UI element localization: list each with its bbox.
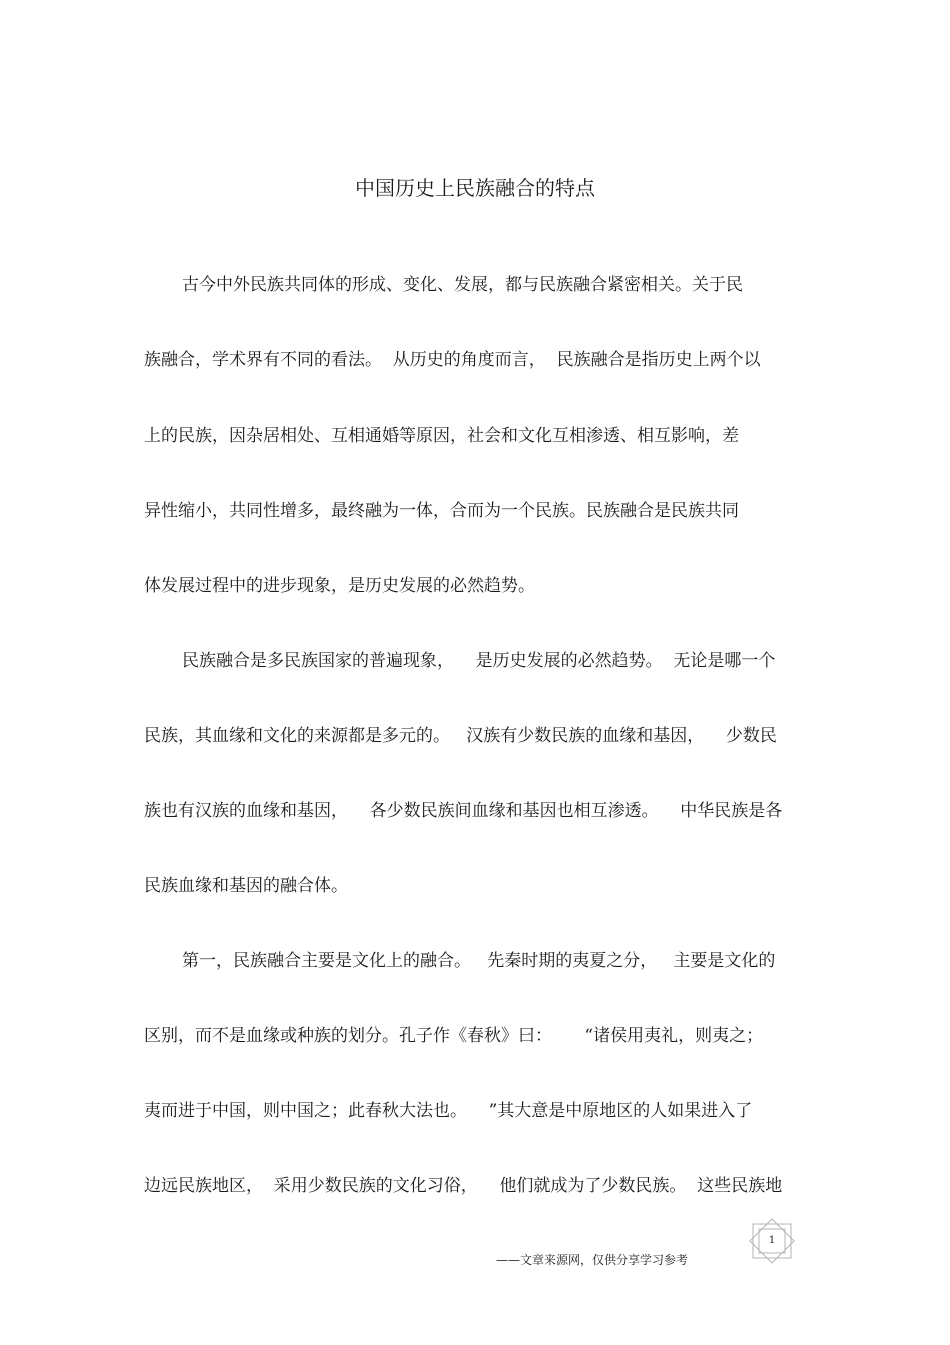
body-line: 民族血缘和基因的融合体。 [144, 876, 348, 896]
page-title: 中国历史上民族融合的特点 [355, 176, 595, 200]
body-line: 民族，其血缘和文化的来源都是多元的。 汉族有少数民族的血缘和基因， 少数民 [144, 726, 777, 746]
body-line: 民族融合是多民族国家的普遍现象， 是历史发展的必然趋势。 无论是哪一个 [182, 651, 776, 671]
body-line: 体发展过程中的进步现象，是历史发展的必然趋势。 [144, 576, 535, 596]
body-line: 夷而进于中国，则中国之；此春秋大法也。 ”其大意是中原地区的人如果进入了 [144, 1101, 753, 1121]
page-number: 1 [768, 1235, 776, 1246]
source-note: ——文章来源网，仅供分享学习参考 [496, 1253, 689, 1267]
body-line: 第一，民族融合主要是文化上的融合。 先秦时期的夷夏之分， 主要是文化的 [182, 951, 776, 971]
body-line: 族也有汉族的血缘和基因， 各少数民族间血缘和基因也相互渗透。 中华民族是各 [144, 801, 783, 821]
body-line: 上的民族，因杂居相处、互相通婚等原因，社会和文化互相渗透、相互影响，差 [144, 426, 739, 446]
body-line: 族融合，学术界有不同的看法。 从历史的角度而言， 民族融合是指历史上两个以 [144, 350, 761, 370]
body-line: 边远民族地区， 采用少数民族的文化习俗， 他们就成为了少数民族。 这些民族地 [144, 1176, 783, 1196]
body-line: 异性缩小，共同性增多，最终融为一体，合而为一个民族。民族融合是民族共同 [144, 501, 739, 521]
body-line: 区别，而不是血缘或种族的划分。孔子作《春秋》曰： “诸侯用夷礼，则夷之； [144, 1026, 764, 1046]
body-line: 古今中外民族共同体的形成、变化、发展，都与民族融合紧密相关。关于民 [182, 275, 743, 295]
